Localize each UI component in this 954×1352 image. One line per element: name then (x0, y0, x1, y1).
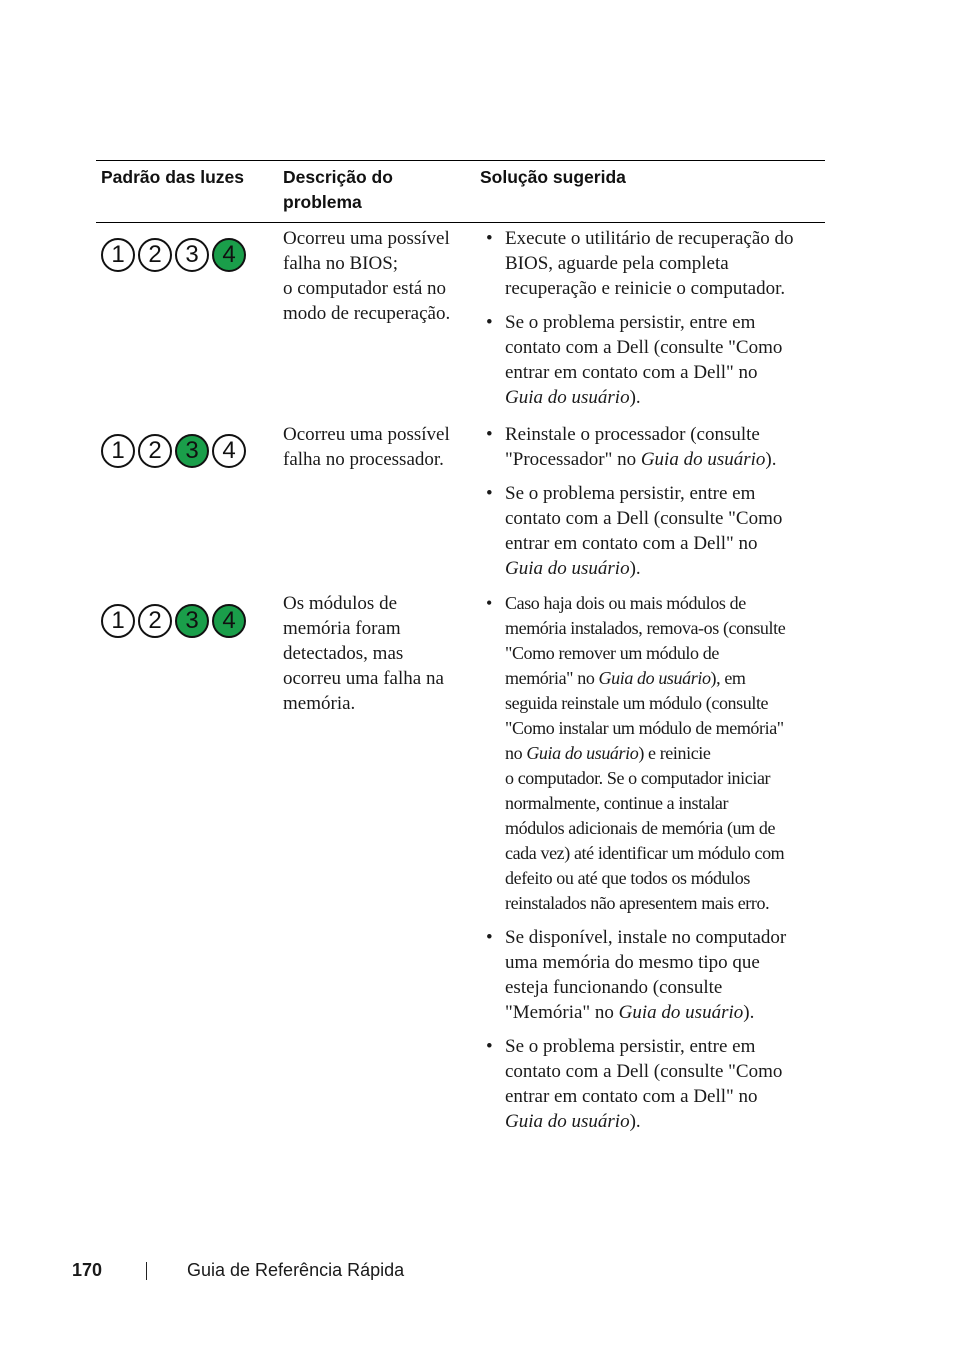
solution-bullet: • Se o problema persistir, entre em contato com a Dell (consulte "Como entrar em contato com a Dell" no Guia do usuário). (486, 312, 783, 408)
led-3: 3 (175, 604, 209, 638)
description-line: ocorreu uma falha na (283, 668, 444, 689)
solution-bullet: • Se o problema persistir, entre em contato com a Dell (consulte "Como entrar em contato com a Dell" no Guia do usuário). (486, 1036, 783, 1132)
led-2: 2 (138, 604, 172, 638)
led-4: 4 (212, 434, 246, 468)
description-line: memória foram (283, 618, 401, 639)
footer-title: Guia de Referência Rápida (187, 1260, 405, 1280)
led-2: 2 (138, 434, 172, 468)
problem-description (283, 226, 478, 326)
user-guide-reference: Guia do usuário (598, 668, 711, 688)
user-guide-reference: Guia do usuário (618, 1002, 744, 1023)
header-solution: Solução sugerida (480, 167, 626, 187)
description-line: modo de recuperação. (283, 303, 451, 324)
solution-bullet: • Reinstale o processador (consulte "Processador" no Guia do usuário). (486, 424, 777, 470)
header-pattern: Padrão das luzes (101, 167, 244, 187)
table-header-rule (96, 222, 825, 223)
description-line: detectados, mas (283, 643, 404, 664)
description-line: memória. (283, 693, 356, 714)
bullet-icon: • (486, 593, 492, 613)
solution-bullet: • Se o problema persistir, entre em contato com a Dell (consulte "Como entrar em contato com a Dell" no Guia do usuário). (486, 483, 783, 579)
description-line: Ocorreu uma possível (283, 228, 450, 249)
user-guide-reference: Guia do usuário (640, 449, 766, 470)
solution-bullet: • Execute o utilitário de recuperação do BIOS, aguarde pela completa recuperação e reinicie o computador. (486, 228, 794, 299)
bullet-icon: • (486, 424, 493, 445)
header-description-line1: Descrição do (283, 167, 393, 187)
description-line: falha no BIOS; (283, 253, 399, 274)
light-pattern (101, 434, 246, 468)
problem-description (283, 422, 478, 472)
user-guide-reference: Guia do usuário (505, 558, 630, 579)
header-description-line2: problema (283, 192, 362, 212)
problem-description (283, 591, 478, 716)
description-line: Ocorreu uma possível (283, 424, 450, 445)
table-top-rule (96, 160, 825, 161)
light-pattern (101, 238, 246, 272)
led-2: 2 (138, 238, 172, 272)
led-1: 1 (101, 604, 135, 638)
user-guide-reference: Guia do usuário (505, 387, 630, 408)
description-line: o computador está no (283, 278, 447, 299)
footer-separator (146, 1262, 147, 1280)
bullet-icon: • (486, 483, 493, 504)
led-3: 3 (175, 434, 209, 468)
user-guide-reference: Guia do usuário (526, 743, 639, 763)
suggested-solution (480, 591, 820, 1143)
led-4: 4 (212, 604, 246, 638)
user-guide-reference: Guia do usuário (505, 1111, 630, 1132)
bullet-icon: • (486, 312, 493, 333)
led-1: 1 (101, 238, 135, 272)
page-number: 170 (72, 1260, 103, 1280)
bullet-icon: • (486, 228, 493, 249)
bullet-icon: • (486, 1036, 493, 1057)
description-line: Os módulos de (283, 593, 397, 614)
led-3: 3 (175, 238, 209, 272)
light-pattern (101, 604, 246, 638)
solution-bullet: • Caso haja dois ou mais módulos de memória instalados, remova-os (consulte "Como remover um módulo de memória" no Guia do usuário), em seguida reinstale um módulo (consulte "Como instalar um módulo de memória" no Guia do usuário) e reinicie o computador. Se o computador iniciar normalmente, continue a instalar módulos adicionais de memória (um de cada vez) até identificar um módulo com defeito ou até que todos os módulos reinstalados não apresentem mais erro. (486, 593, 786, 913)
solution-bullet: • Se disponível, instale no computador uma memória do mesmo tipo que esteja funcionando (consulte "Memória" no Guia do usuário). (486, 927, 787, 1023)
suggested-solution (480, 422, 820, 590)
led-4: 4 (212, 238, 246, 272)
suggested-solution (480, 226, 820, 419)
description-line: falha no processador. (283, 449, 444, 470)
header-description (283, 165, 393, 215)
bullet-icon: • (486, 927, 493, 948)
led-1: 1 (101, 434, 135, 468)
